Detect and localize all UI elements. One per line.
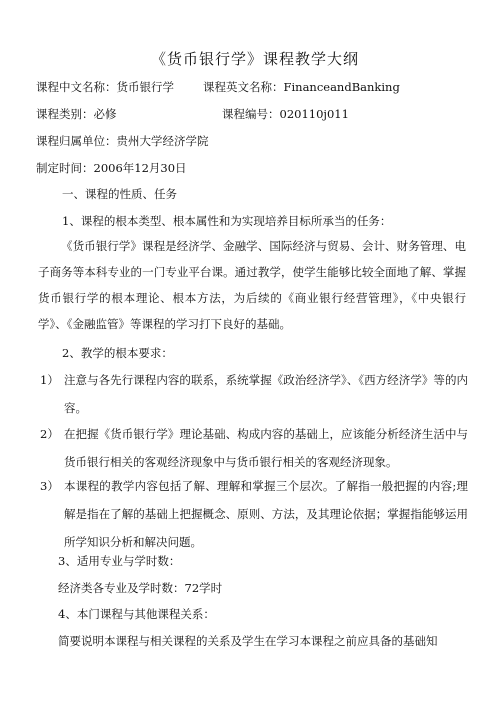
requirement-number: 1） — [40, 373, 59, 387]
course-cn-name-row — [36, 79, 174, 95]
subsection-4-body: 简要说明本课程与相关课程的关系及学生在学习本课程之前应具备的基础知 — [58, 634, 438, 648]
section-1-heading: 一、课程的性质、任务 — [62, 187, 177, 201]
course-category-label: 课程类别： — [36, 107, 94, 121]
course-code-value: 020110j011 — [279, 107, 349, 121]
course-unit-row — [36, 133, 209, 149]
course-cn-name-value: 货币银行学 — [116, 80, 174, 94]
requirement-text: 注意与各先行课程内容的联系，系统掌握《政治经济学》、《西方经济学》等的内容。 — [64, 373, 468, 415]
page-title: 《货币银行学》课程教学大纲 — [150, 50, 359, 68]
course-en-name-row — [203, 79, 400, 95]
course-en-name-value: FinanceandBanking — [283, 80, 400, 94]
course-time-row — [36, 160, 187, 176]
subsection-3-heading: 3、适用专业与学时数： — [58, 554, 181, 568]
subsection-2-heading: 2、教学的根本要求： — [62, 346, 173, 360]
requirement-number: 3） — [40, 479, 59, 493]
course-code-row — [222, 106, 349, 122]
subsection-1-heading: 1、课程的根本类型、根本属性和为实现培养目标所承当的任务： — [62, 214, 392, 228]
course-en-name-label: 课程英文名称： — [203, 80, 284, 94]
course-time-label: 制定时间： — [36, 161, 94, 175]
subsection-4-heading: 4、本门课程与其他课程关系： — [58, 607, 215, 621]
course-category-value: 必修 — [93, 107, 117, 121]
subsection-3-body: 经济类各专业及学时数：72学时 — [58, 581, 223, 595]
requirement-item-3 — [40, 472, 468, 556]
course-category-row — [36, 106, 117, 122]
course-code-label: 课程编号： — [222, 107, 280, 121]
requirement-number: 2） — [40, 427, 59, 441]
course-unit-label: 课程归属单位： — [36, 134, 117, 148]
requirement-item-2 — [40, 420, 468, 476]
course-unit-value: 贵州大学经济学院 — [116, 134, 209, 148]
course-cn-name-label: 课程中文名称： — [36, 80, 117, 94]
subsection-1-body: 《货币银行学》课程是经济学、金融学、国际经济与贸易、会计、财务管理、电子商务等本科专业的一门专业平台课。通过教学，使学生能够比较全面地了解、掌握货币银行学的根本理论、根本方法，为后续的《商业银行经营管理》，《中央银行学》、《金融监管》等课程的学习打下良好的基础。 — [38, 239, 466, 331]
requirement-text: 在把握《货币银行学》理论基础、构成内容的基础上，应该能分析经济生活中与货币银行相关的客观经济现象中与货币银行相关的客观经济现象。 — [64, 427, 468, 469]
course-time-value: 2006年12月30日 — [93, 161, 187, 175]
requirement-text: 本课程的教学内容包括了解、理解和掌握三个层次。了解指一般把握的内容;理解是指在了解的基础上把握概念、原则、方法，及其理论依据；掌握指能够运用所学知识分析和解决问题。 — [64, 479, 468, 549]
requirement-item-1 — [40, 366, 468, 422]
